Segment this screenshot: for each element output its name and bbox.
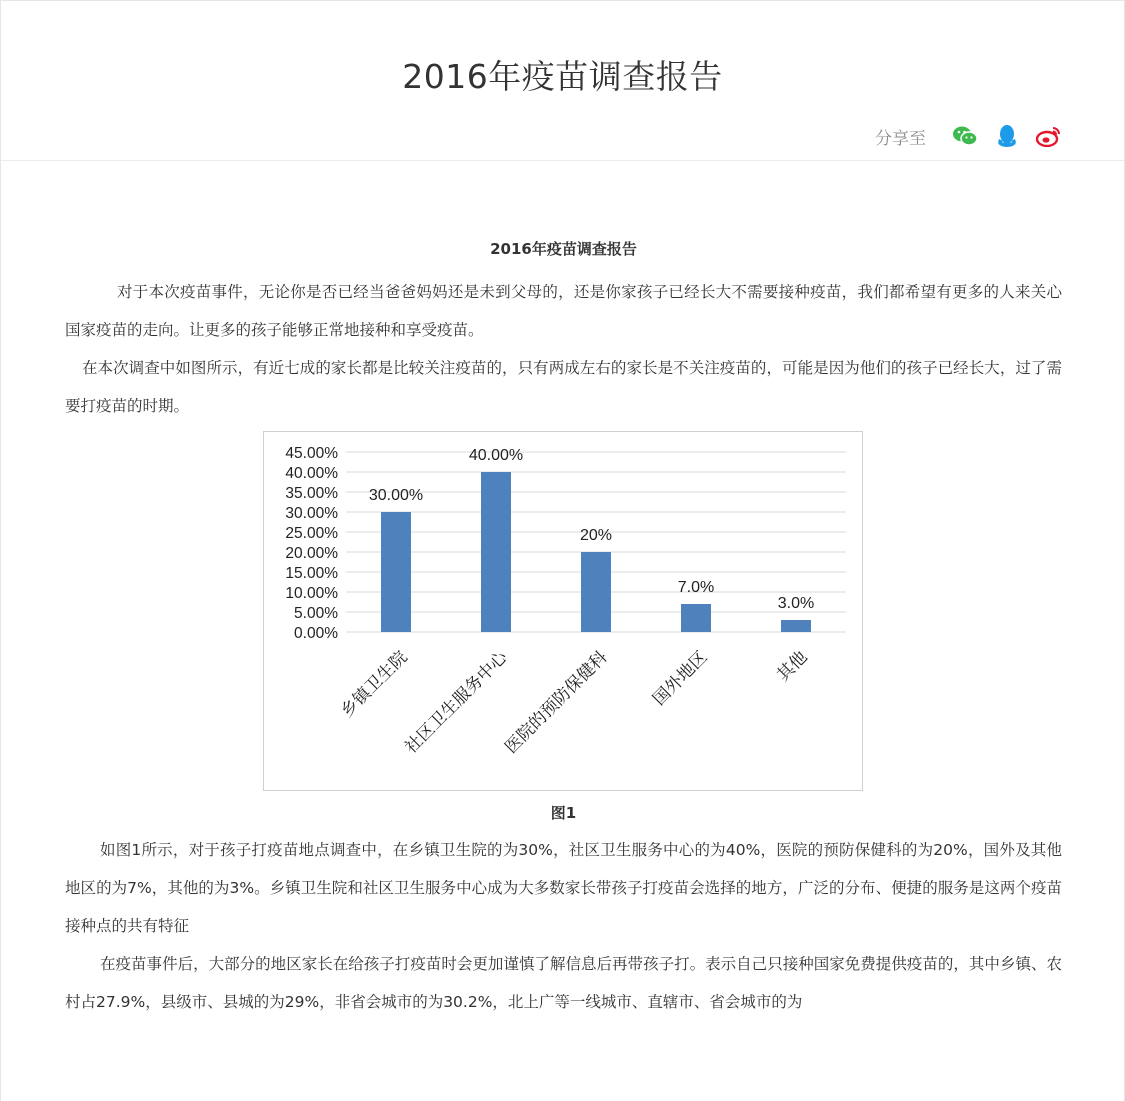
y-tick-label: 5.00% [294, 605, 338, 622]
article-content [65, 237, 1062, 1021]
category-label: 其他 [773, 647, 812, 686]
article-header [1, 1, 1124, 161]
bar [381, 512, 411, 632]
y-tick-label: 10.00% [285, 585, 338, 602]
bar [681, 604, 711, 632]
y-tick-label: 30.00% [285, 505, 338, 522]
figure-caption: 图1 [550, 804, 577, 822]
share-label: 分享至 [875, 128, 926, 149]
data-label: 20% [579, 527, 613, 544]
data-label: 30.00% [368, 487, 424, 504]
bar-chart [264, 432, 862, 790]
y-tick-label: 20.00% [285, 545, 338, 562]
paragraph-after-event: 在疫苗事件后，大部分的地区家长在给孩子打疫苗时会更加谨慎了解信息后再带孩子打。表示自己只接种国家免费提供疫苗的，其中乡镇、农村占27.9%，县级市、县城的为29%，非省会城市的为30.2%，北上广等一线城市、直辖市、省会城市的为 [65, 955, 1062, 1011]
share-bar [875, 121, 1064, 151]
wechat-icon[interactable] [950, 121, 980, 151]
category-label: 乡镇卫生院 [337, 647, 412, 722]
category-label: 社区卫生服务中心 [401, 647, 512, 758]
category-label: 国外地区 [649, 647, 712, 710]
y-tick-label: 35.00% [285, 485, 338, 502]
page-title: 2016年疫苗调查报告 [402, 57, 723, 96]
document-title: 2016年疫苗调查报告 [490, 240, 637, 258]
data-label: 7.0% [677, 579, 715, 596]
category-label: 医院的预防保健科 [501, 647, 612, 758]
paragraph-intro: 对于本次疫苗事件，无论你是否已经当爸爸妈妈还是未到父母的，还是你家孩子已经长大不需要接种疫苗，我们都希望有更多的人来关心国家疫苗的走向。让更多的孩子能够正常地接种和享受疫苗。 [65, 283, 1062, 339]
y-tick-label: 40.00% [285, 465, 338, 482]
data-label: 40.00% [468, 447, 524, 464]
qq-icon[interactable] [992, 121, 1022, 151]
paragraph-attention: 在本次调查中如图所示，有近七成的家长都是比较关注疫苗的，只有两成左右的家长是不关注疫苗的，可能是因为他们的孩子已经长大，过了需要打疫苗的时期。 [65, 359, 1062, 415]
weibo-icon[interactable] [1034, 121, 1064, 151]
y-tick-label: 45.00% [285, 445, 338, 462]
bar [481, 472, 511, 632]
bar [781, 620, 811, 632]
y-tick-label: 25.00% [285, 525, 338, 542]
data-label: 3.0% [777, 595, 815, 612]
paragraph-location: 如图1所示，对于孩子打疫苗地点调查中，在乡镇卫生院的为30%，社区卫生服务中心的为40%，医院的预防保健科的为20%，国外及其他地区的为7%，其他的为3%。乡镇卫生院和社区卫生服务中心成为大多数家长带孩子打疫苗会选择的地方，广泛的分布、便捷的服务是这两个疫苗接种点的共有特征 [65, 841, 1062, 935]
figure-chart [263, 431, 863, 791]
y-tick-label: 0.00% [294, 625, 338, 642]
y-tick-label: 15.00% [285, 565, 338, 582]
bar [581, 552, 611, 632]
